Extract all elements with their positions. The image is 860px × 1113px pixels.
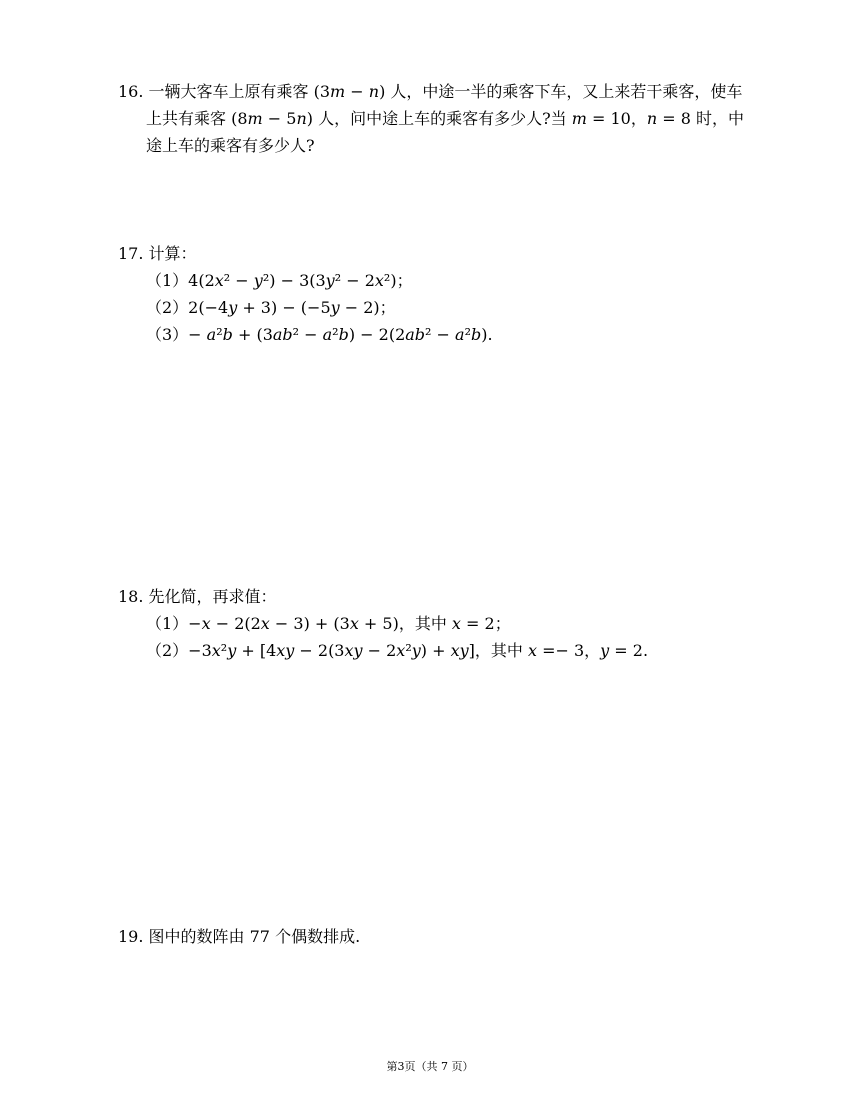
question-17-item-3: （3）− 𝑎²𝑏 + (3𝑎𝑏² − 𝑎²𝑏) − 2(2𝑎𝑏² − 𝑎²𝑏). <box>146 325 493 344</box>
page-footer <box>0 1060 860 1074</box>
question-19 <box>118 923 778 950</box>
question-16-line-1: 16. 一辆大客车上原有乘客 (3𝑚 − 𝑛) 人，中途一半的乘客下车，又上来若干乘客，使车 <box>118 82 743 101</box>
question-18-item-2: （2）−3𝑥²𝑦 + [4𝑥𝑦 − 2(3𝑥𝑦 − 2𝑥²𝑦) + 𝑥𝑦]，其中 𝑥 =− 3，𝑦 = 2. <box>146 641 649 660</box>
question-17 <box>118 240 778 348</box>
question-16-line-3: 途上车的乘客有多少人? <box>146 136 315 155</box>
question-17-title: 17. 计算： <box>118 244 197 263</box>
question-19-title: 19. 图中的数阵由 77 个偶数排成. <box>118 927 361 946</box>
question-16-line-2: 上共有乘客 (8𝑚 − 5𝑛) 人，问中途上车的乘客有多少人?当 𝑚 = 10，𝑛 = 8 时，中 <box>146 109 744 128</box>
question-18 <box>118 583 778 664</box>
page-number-label: 第3页（共 7 页） <box>386 1060 474 1073</box>
question-18-title: 18. 先化简，再求值： <box>118 587 277 606</box>
question-16 <box>118 78 778 159</box>
question-17-item-2: （2）2(−4𝑦 + 3) − (−5𝑦 − 2)； <box>146 298 396 317</box>
question-18-item-1: （1）−𝑥 − 2(2𝑥 − 3) + (3𝑥 + 5)，其中 𝑥 = 2； <box>146 614 511 633</box>
question-17-item-1: （1）4(2𝑥² − 𝑦²) − 3(3𝑦² − 2𝑥²)； <box>146 271 413 290</box>
